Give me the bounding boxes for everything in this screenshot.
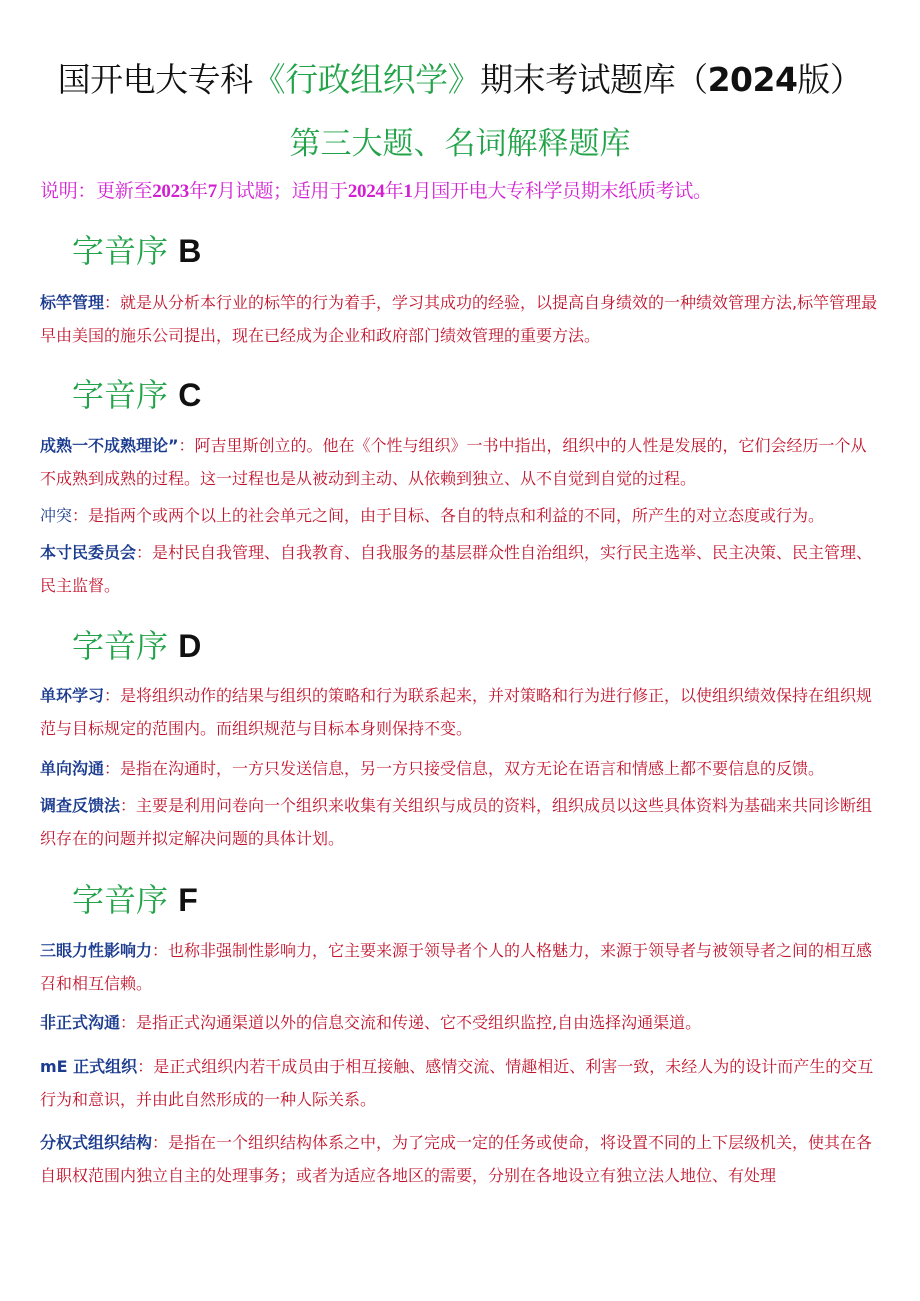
entry-survey-feedback [40,789,882,855]
title-prefix: 国开电大专科 [57,60,253,99]
section-heading-c [72,370,201,416]
note-text: 月试题；适用于 [216,180,348,202]
note-month: 7 [207,181,217,202]
note-text: 年 [189,180,208,202]
title-suffix: 版） [797,60,863,99]
entry-definition: ：是指两个或两个以上的社会单元之间，由于目标、各自的特点和利益的不同，所产生的对立态度或行为。 [72,506,825,525]
title-year: 2024 [707,60,798,99]
entry-informal-organization [40,1050,882,1116]
section-letter: C [178,377,202,413]
entry-term: 本寸民委员会 [40,543,137,562]
section-heading-f [72,875,198,921]
entry-term: 调查反馈法 [40,796,121,815]
entry-term: 成熟一不成熟理论” [40,436,179,455]
page-subtitle: 第三大题、名词解释题库 [289,126,631,162]
entry-definition: ：就是从分析本行业的标竿的行为着手，学习其成功的经验，以提高自身绩效的一种绩效管理方法,标竿管理最早由美国的施乐公司提出，现在已经成为企业和政府部门绩效管理的重要方法。 [40,293,878,345]
entry-term: mE 正式组织 [40,1057,138,1076]
section-label: 字音序 [72,881,169,919]
entry-term: 分权式组织结构 [40,1133,153,1152]
entry-term: 单环学习 [40,686,105,705]
section-heading-d [72,621,201,667]
entry-one-way-communication [40,752,882,785]
note-text: 月国开电大专科学员期末纸质考试。 [412,180,712,202]
entry-term: 单向沟通 [40,759,105,778]
page-title [0,54,920,101]
title-middle: 期末考试题库（ [480,60,708,99]
usage-note [40,176,910,203]
section-heading-b [72,226,201,272]
section-label: 字音序 [72,376,169,414]
entry-non-coercive-influence [40,934,882,1000]
entry-definition: ：是指在沟通时，一方只发送信息，另一方只接受信息，双方无论在语言和情感上都不要信息的反馈。 [104,759,825,778]
note-year: 2024 [347,181,385,202]
entry-definition: ：是指在一个组织结构体系之中，为了完成一定的任务或使命，将设置不同的上下层级机关，使其在各自职权范围内独立自主的处理事务；或者为适应各地区的需要，分别在各地设立有独立法人地位、有处理 [40,1133,873,1185]
entry-single-loop-learning [40,679,882,745]
entry-term: 非正式沟通 [40,1013,121,1032]
entry-definition: ：是将组织动作的结果与组织的策略和行为联系起来，并对策略和行为进行修正，以使组织绩效保持在组织规范与目标规定的范围内。而组织规范与目标本身则保持不变。 [40,686,873,738]
note-year: 2023 [152,181,190,202]
section-letter: D [178,628,202,664]
title-course: 《行政组织学》 [252,60,481,99]
entry-definition: ：是指正式沟通渠道以外的信息交流和传递、它不受组织监控,自由选择沟通渠道。 [120,1013,702,1032]
section-letter: B [178,233,202,269]
note-text: 说明：更新至 [40,180,153,202]
entry-term: 标竿管理 [40,293,105,312]
section-label: 字音序 [72,232,169,270]
entry-decentralized-structure [40,1126,882,1192]
entry-definition: ：是村民自我管理、自我教育、自我服务的基层群众性自治组织，实行民主选举、民主决策、民主管理、民主监督。 [40,543,873,595]
entry-term: 冲突 [40,506,73,525]
entry-definition: ：阿吉里斯创立的。他在《个性与组织》一书中指出，组织中的人性是发展的，它们会经历一个从不成熟到成熟的过程。这一过程也是从被动到主动、从依赖到独立、从不自觉到自觉的过程。 [40,436,867,488]
note-text: 年 [384,180,404,202]
section-letter: F [178,882,198,918]
entry-definition: ：主要是利用问卷向一个组织来收集有关组织与成员的资料，组织成员以这些具体资料为基础来共同诊断组织存在的问题并拟定解决问题的具体计划。 [40,796,873,848]
entry-benchmarking [40,286,882,352]
entry-term: 三眼力性影响力 [40,941,153,960]
entry-informal-communication [40,1006,882,1039]
entry-definition: ：是正式组织内若干成员由于相互接触、感情交流、情趣相近、利害一致，未经人为的设计而产生的交互行为和意识，并由此自然形成的一种人际关系。 [40,1057,874,1109]
entry-definition: ：也称非强制性影响力，它主要来源于领导者个人的人格魅力，来源于领导者与被领导者之间的相互感召和相互信赖。 [40,941,873,993]
note-month: 1 [403,181,413,202]
entry-maturity-theory [40,429,882,495]
section-label: 字音序 [72,627,169,665]
entry-conflict [40,499,882,532]
entry-village-committee [40,536,882,602]
